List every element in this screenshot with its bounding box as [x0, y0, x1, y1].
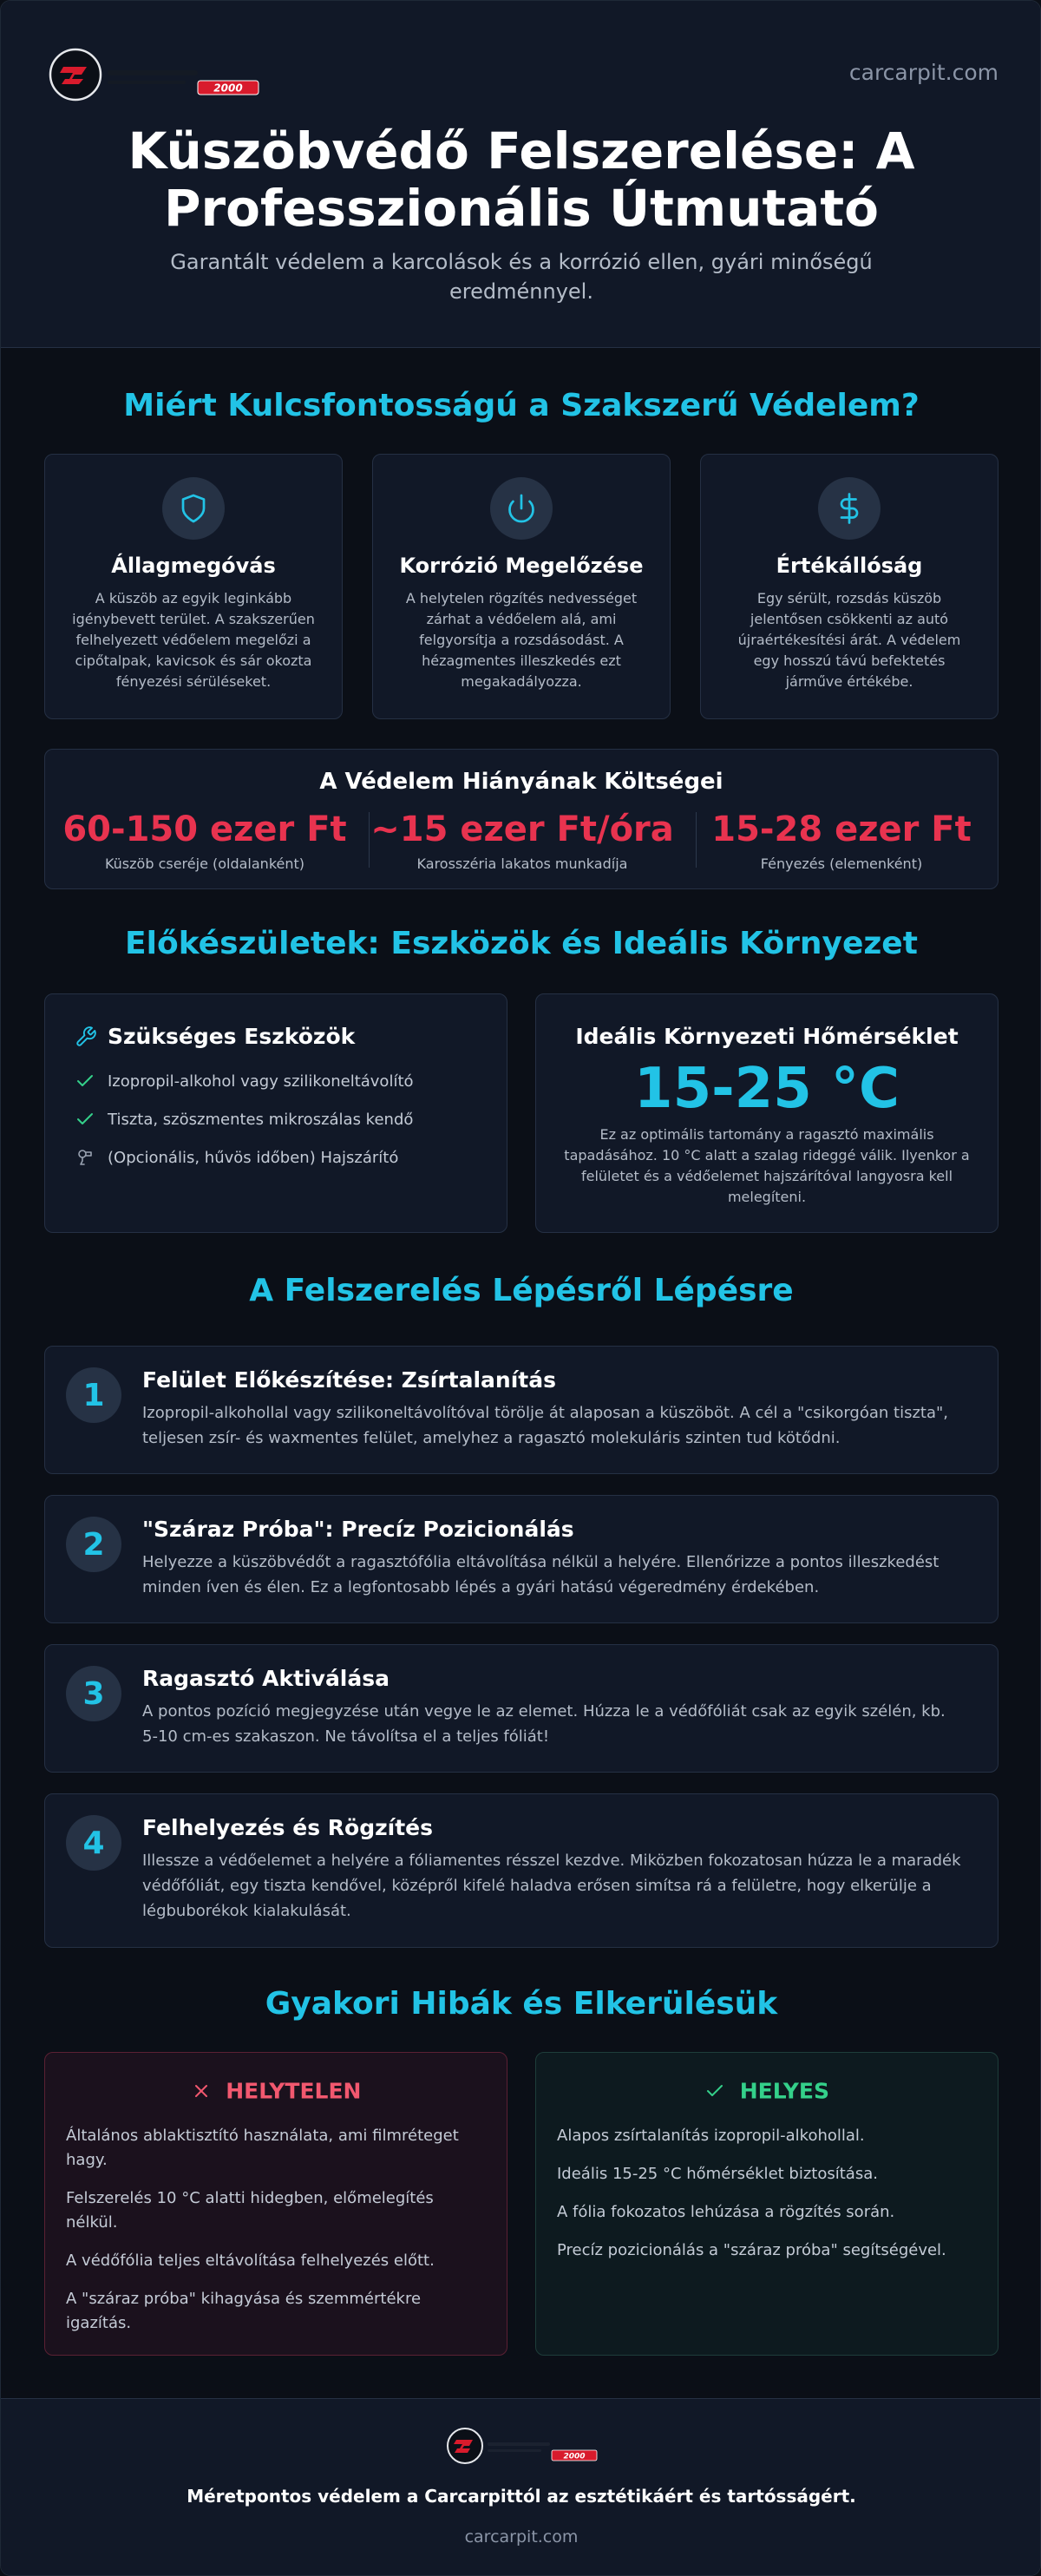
cost-title: A Védelem Hiányának Költségei — [319, 769, 723, 795]
list-item: Ideális 15-25 °C hőmérséklet biztosítása. — [557, 2165, 878, 2183]
cost-item — [359, 809, 685, 872]
cost-value: 15-28 ezer Ft — [711, 810, 972, 849]
list-item: Felszerelés 10 °C alatti hidegben, előmelegítés nélkül. — [66, 2189, 434, 2232]
wrench-icon — [75, 1026, 97, 1048]
wrong-label: HELYTELEN — [226, 2078, 362, 2104]
page-subtitle: Garantált védelem a karcolások és a korrózió ellen, gyári minőségű eredménnyel. — [170, 250, 873, 304]
step-number: 3 — [66, 1666, 121, 1721]
temperature-title: Ideális Környezeti Hőmérséklet — [575, 1024, 959, 1049]
header-domain[interactable]: carcarpit.com — [848, 60, 998, 85]
tool-text: (Opcionális, hűvös időben) Hajszárító — [108, 1149, 399, 1167]
list-item: A védőfólia teljes eltávolítása felhelyezés előtt. — [66, 2252, 435, 2270]
step-card — [44, 1793, 998, 1948]
feature-text: Egy sérült, rozsdás küszöb jelentősen csökkenti az autó újraértékesítési árát. A védelem egy hosszú távú befektetés járműve értékébe. — [737, 590, 961, 690]
cost-label: Küszöb cseréje (oldalanként) — [104, 855, 305, 872]
footer-domain[interactable]: carcarpit.com — [464, 2527, 579, 2547]
step-text: A pontos pozíció megjegyzése után vegye le az elemet. Húzza le a védőfóliát csak az egyik szélén, kb. 5-10 cm-es szakaszon. Ne távolítsa el a teljes fóliát! — [142, 1702, 946, 1746]
step-text: Izopropil-alkohollal vagy szilikoneltávolítóval törölje át alaposan a küszöböt. A cél a "csikorgóan tiszta", teljesen zsír- és waxmentes felület, amelyhez a ragasztó molekuláris szinten tud kötődni. — [142, 1404, 948, 1447]
cost-value: 60-150 ezer Ft — [62, 810, 347, 849]
footer-tagline: Méretpontos védelem a Carcarpittól az esztétikáért és tartósságért. — [187, 2486, 856, 2507]
header — [1, 1, 1041, 348]
step-number: 1 — [66, 1367, 121, 1423]
step-card — [44, 1495, 998, 1623]
mistakes-section-title: Gyakori Hibák és Elkerülésük — [265, 1986, 778, 2022]
tools-title: Szükséges Eszközök — [108, 1024, 356, 1049]
tool-text: Tiszta, szöszmentes mikroszálas kendő — [108, 1111, 414, 1129]
cost-label: Fényezés (elemenként) — [760, 855, 923, 872]
list-item: A "száraz próba" kihagyása és szemmértékre igazítás. — [66, 2290, 422, 2332]
list-item: Általános ablaktisztító használata, ami filmréteget hagy. — [66, 2127, 459, 2169]
page-title — [88, 122, 955, 237]
steps-section-title: A Felszerelés Lépésről Lépésre — [249, 1273, 794, 1308]
why-section-title: Miért Kulcsfontosságú a Szakszerű Védelem? — [123, 388, 920, 423]
wrong-list — [66, 2124, 486, 2350]
temperature-value: 15-25 °C — [634, 1057, 900, 1121]
check-icon — [75, 1071, 95, 1091]
logo-badge-text: 2000 — [563, 2452, 586, 2461]
step-title: "Száraz Próba": Precíz Pozicionálás — [142, 1517, 574, 1542]
tool-text: Izopropil-alkohol vagy szilikoneltávolító — [108, 1072, 414, 1091]
feature-title: Korrózió Megelőzése — [399, 554, 644, 578]
temperature-card — [535, 993, 998, 1233]
feature-card-preservation — [44, 454, 343, 719]
step-number: 2 — [66, 1517, 121, 1572]
step-text: Illessze a védőelemet a helyére a fóliamentes résszel kezdve. Miközben fokozatosan húzza le a maradék védőfóliát, egy tiszta kendővel, középről kifelé haladva erősen simítsa rá a felületre, hogy elkerülje a légbuborékok kialakulását. — [142, 1852, 961, 1920]
cost-value: ~15 ezer Ft/óra — [370, 810, 674, 849]
right-label: HELYES — [739, 2078, 829, 2104]
check-icon — [75, 1109, 95, 1130]
cost-item — [42, 809, 368, 872]
close-icon — [191, 2081, 212, 2101]
feature-text: A helytelen rögzítés nedvességet zárhat a védőelem alá, ami felgyorsítja a rozsdásodást. A hézagmentes illeszkedés ezt megakadályozza. — [405, 590, 638, 690]
right-list — [557, 2124, 977, 2277]
step-card — [44, 1644, 998, 1773]
feature-card-value — [700, 454, 998, 719]
step-card — [44, 1346, 998, 1474]
prep-section-title: Előkészületek: Eszközök és Ideális Környezet — [125, 926, 918, 961]
logo-badge-text: 2000 — [213, 82, 243, 95]
wrong-card — [44, 2052, 507, 2356]
page-title-line1: Küszöbvédő Felszerelése: A — [128, 121, 915, 180]
page-title-line2: Professzionális Útmutató — [164, 179, 879, 238]
feature-title: Állagmegóvás — [111, 554, 276, 578]
list-item: A fólia fokozatos lehúzása a rögzítés során. — [557, 2203, 895, 2221]
step-number: 4 — [66, 1815, 121, 1871]
cost-label: Karosszéria lakatos munkadíja — [416, 855, 628, 872]
power-icon — [506, 493, 537, 524]
feature-text: A küszöb az egyik leginkább igénybevett terület. A szakszerűen felhelyezett védőelem megelőzi a cipőtalpak, kavicsok és sár okozta fényezési sérüléseket. — [72, 590, 315, 690]
tools-card — [44, 993, 507, 1233]
footer — [1, 2398, 1041, 2576]
step-title: Felület Előkészítése: Zsírtalanítás — [142, 1367, 556, 1393]
carcarpit-logo — [49, 48, 261, 102]
cost-item — [678, 809, 1005, 872]
list-item: Precíz pozicionálás a "száraz próba" segítségével. — [557, 2241, 946, 2259]
feature-title: Értékállóság — [776, 554, 923, 578]
step-title: Felhelyezés és Rögzítés — [142, 1815, 434, 1840]
check-icon — [704, 2081, 725, 2101]
list-item: Alapos zsírtalanítás izopropil-alkohollal. — [557, 2127, 865, 2145]
right-card — [535, 2052, 998, 2356]
feature-card-corrosion — [372, 454, 671, 719]
step-text: Helyezze a küszöbvédőt a ragasztófólia eltávolítása nélkül a helyére. Ellenőrizze a pontos illeszkedést minden íven és élen. Ez a legfontosabb lépés a gyári hatású végeredmény érdekében. — [142, 1553, 940, 1596]
temperature-text: Ez az optimális tartomány a ragasztó maximális tapadásához. 10 °C alatt a szalag rideggé válik. Ilyenkor a felületet és a védőelemet hajszárítóval langyosra kell melegíteni. — [564, 1126, 970, 1205]
step-title: Ragasztó Aktiválása — [142, 1666, 390, 1691]
hairdryer-icon — [75, 1147, 95, 1168]
carcarpit-logo — [446, 2427, 599, 2465]
dollar-icon — [834, 493, 865, 524]
cost-panel — [44, 749, 998, 889]
shield-icon — [178, 493, 209, 524]
